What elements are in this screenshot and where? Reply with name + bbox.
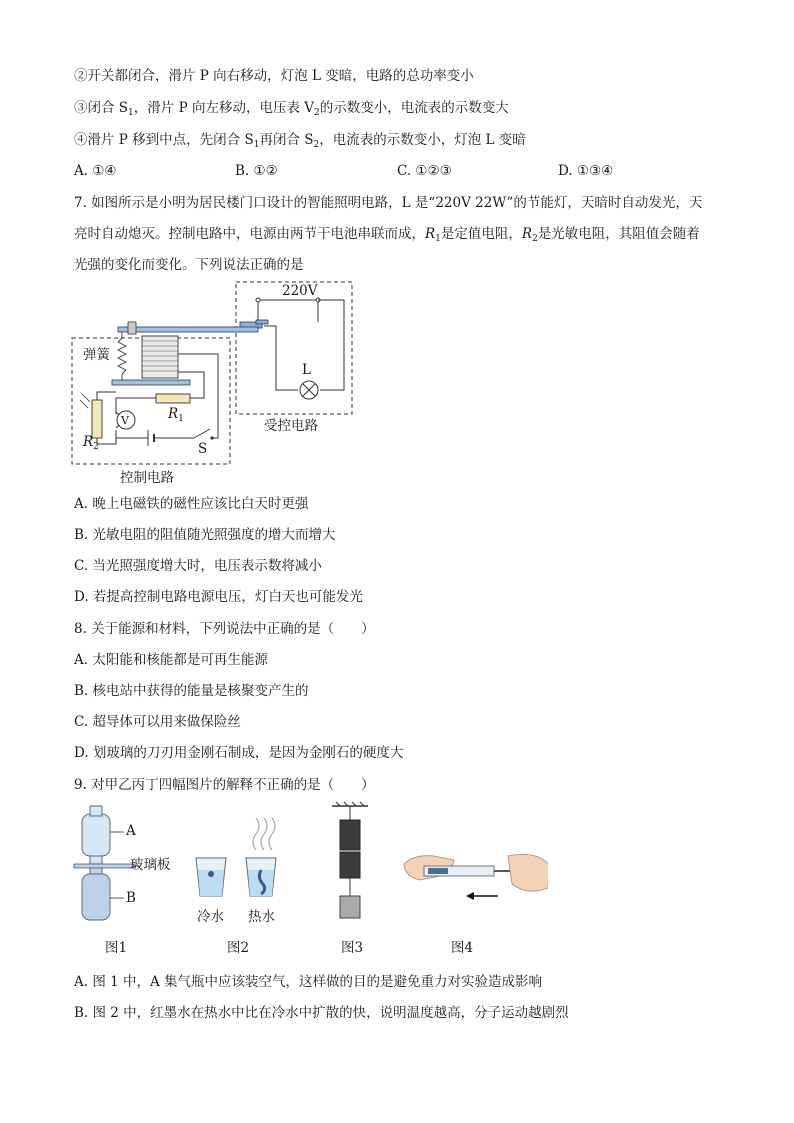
label-lamp-l: L [302,362,311,378]
q7-option-b: B. 光敏电阻的阻值随光照强度的增大而增大 [74,527,336,543]
q8-option-d: D. 划玻璃的刀刃用金刚石制成，是因为金刚石的硬度大 [74,745,404,761]
label-r2: $R_2$ [83,434,99,452]
lead-blocks-icon [332,802,368,918]
q9-figures [68,800,548,960]
label-bottle-b: B [126,890,136,906]
q8-option-a: A. 太阳能和核能都是可再生能源 [74,652,268,668]
label-cold-water: 冷水 [197,909,224,925]
label-controlled-circuit: 受控电路 [264,418,318,434]
lamp-icon [300,381,318,399]
q9-option-a: A. 图 1 中，A 集气瓶中应该装空气，这样做的目的是避免重力对实验造成影响 [74,974,543,990]
label-switch-s: S [198,441,208,457]
q7-option-a: A. 晚上电磁铁的磁性应该比白天时更强 [74,496,309,512]
label-fig4: 图4 [451,940,474,956]
q7-option-d: D. 若提高控制电路电源电压，灯白天也可能发光 [74,589,363,605]
q7-stem-line2: 亮时自动熄灭。控制电路中，电源由两节干电池串联而成，$R_1$是定值电阻，$R_2$是光敏电阻，其阻值会随着 [74,226,700,244]
q8-option-c: C. 超导体可以用来做保险丝 [74,714,241,730]
label-fig3: 图3 [341,940,364,956]
q6-statement-2: ②开关都闭合，滑片 P 向右移动，灯泡 L 变暗，电路的总功率变小 [74,68,474,84]
label-hot-water: 热水 [248,909,275,925]
armature-lever [118,327,258,332]
controlled-circuit-box [236,282,352,414]
resistor-r1 [156,394,190,403]
switch-s-icon [194,429,214,440]
syringe-hands-icon [404,854,548,900]
label-voltmeter: V [121,414,129,427]
q7-stem-line3: 光强的变化而变化。下列说法正确的是 [74,257,304,273]
label-fig1: 图1 [105,940,128,956]
label-control-circuit: 控制电路 [120,470,174,486]
q6-option-a: A. ①④ [74,163,117,179]
label-spring: 弹簧 [83,347,110,363]
q6-option-c: C. ①②③ [397,163,452,179]
q7-stem-line1: 7. 如图所示是小明为居民楼门口设计的智能照明电路，L 是“220V 22W”的节能灯，天暗时自动发光，天 [74,195,703,211]
q6-option-b: B. ①② [235,163,278,179]
q6-option-d: D. ①③④ [558,163,614,179]
q9-stem: 9. 对甲乙丙丁四幅图片的解释不正确的是（ ） [74,777,375,793]
q7-circuit-diagram [68,278,368,488]
q6-statement-3: ③闭合 $S_1$，滑片 P 向左移动，电压表 $V_2$的示数变小，电流表的示数变大 [74,100,509,118]
photoresistor-r2 [92,400,102,438]
q8-option-b: B. 核电站中获得的能量是核聚变产生的 [74,683,309,699]
label-fig2: 图2 [227,940,250,956]
label-220v: 220V [282,283,318,299]
spring-icon [118,332,126,382]
battery-icon [140,430,194,446]
q8-stem: 8. 关于能源和材料，下列说法中正确的是（ ） [74,621,375,637]
q6-statement-4: ④滑片 P 移到中点，先闭合 $S_1$再闭合 $S_2$，电流表的示数变小，灯泡 L 变暗 [74,132,526,150]
label-bottle-a: A [126,823,136,839]
label-r1: $R_1$ [168,406,184,424]
q9-option-b: B. 图 2 中，红墨水在热水中比在冷水中扩散的快，说明温度越高，分子运动越剧烈 [74,1005,569,1021]
label-glass-plate: 玻璃板 [130,857,171,873]
water-cups-icon [196,818,276,896]
q7-option-c: C. 当光照强度增大时，电压表示数将减小 [74,558,322,574]
